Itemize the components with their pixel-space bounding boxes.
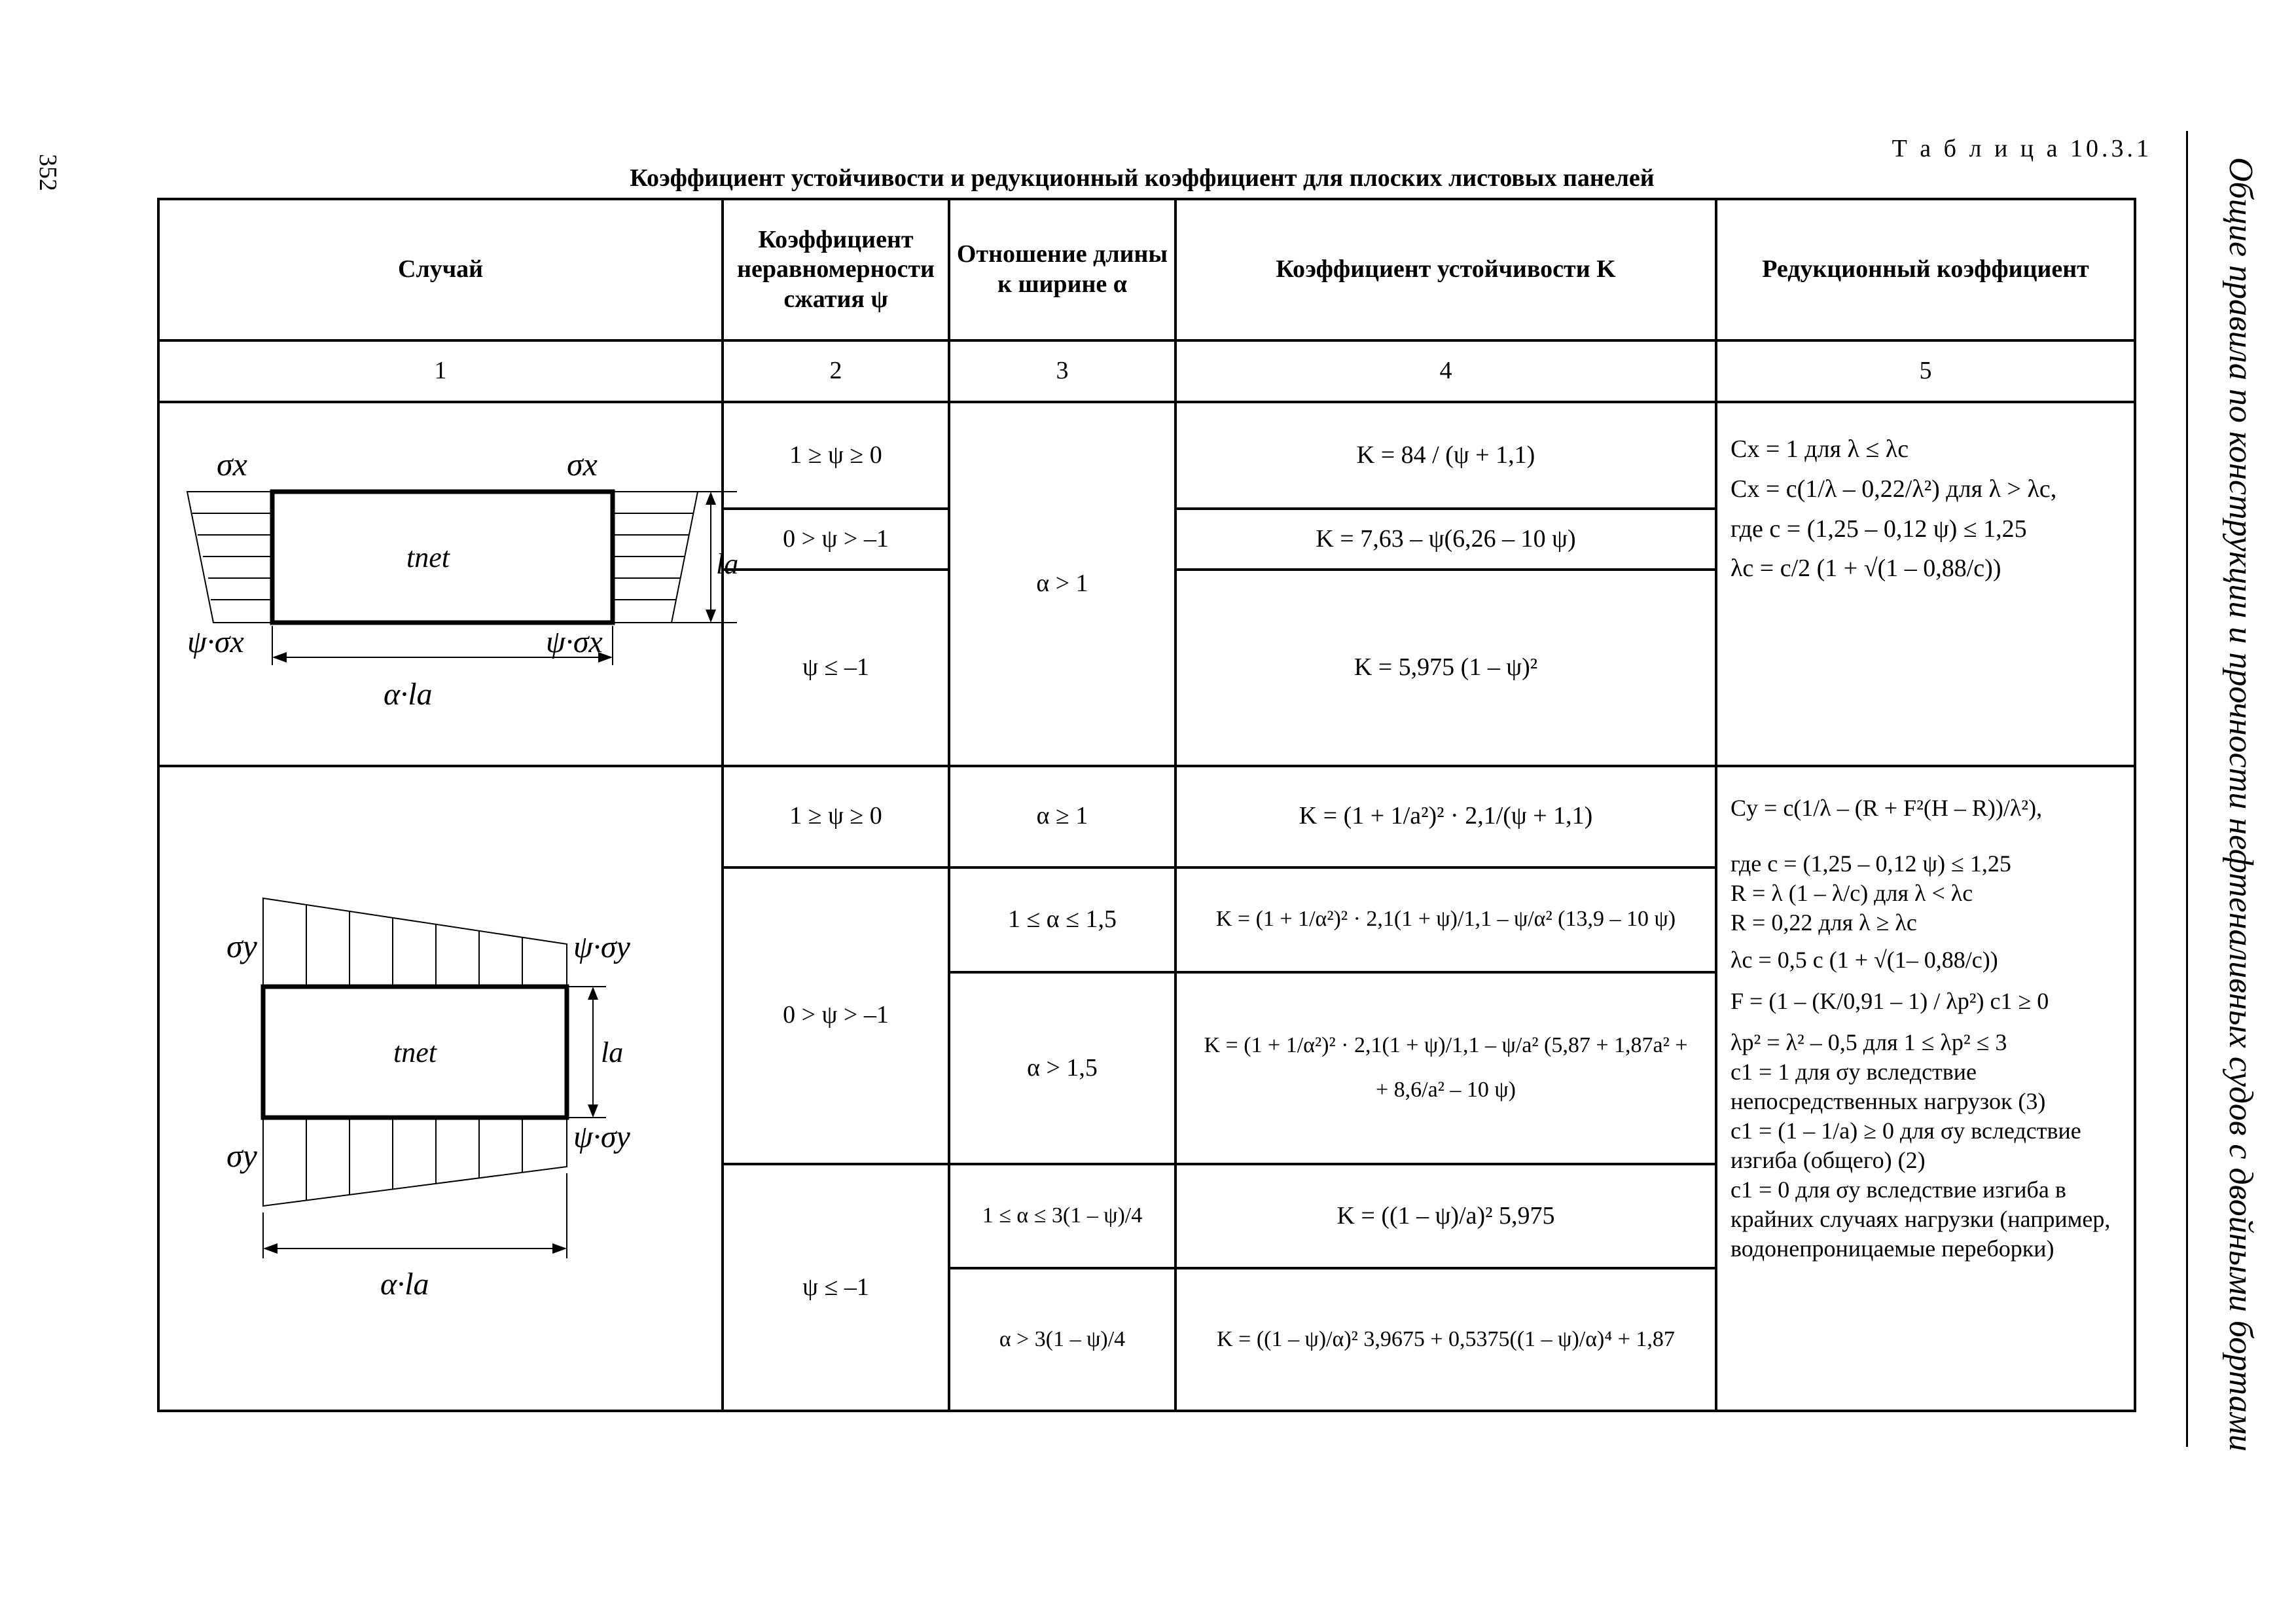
sigma-y-label: σy xyxy=(226,927,257,964)
la-label: la xyxy=(601,1036,624,1068)
case-1-diagram-cell xyxy=(158,402,739,766)
col-num: 4 xyxy=(1175,340,1716,402)
k-formula-cell: K = (1 + 1/a²)² · 2,1/(ψ + 1,1) xyxy=(1175,766,1716,867)
alpha-cell: α > 3(1 – ψ)/4 xyxy=(949,1268,1175,1411)
psi-cell: ψ ≤ –1 xyxy=(723,570,949,765)
header-k: Коэффициент устойчивости K xyxy=(1175,199,1716,340)
tnet-label: tnet xyxy=(393,1036,437,1068)
psi-sigma-y-label: ψ·σy xyxy=(573,929,630,964)
sigma-x-label: σx xyxy=(217,446,247,483)
header-row xyxy=(158,199,2135,340)
alpha-la-label: α·la xyxy=(384,677,433,712)
alpha-cell: α ≥ 1 xyxy=(949,766,1175,867)
k-formula-cell: K = 7,63 – ψ(6,26 – 10 ψ) xyxy=(1175,509,1716,570)
k-formula-cell: K = (1 + 1/α²)² · 2,1(1 + ψ)/1,1 – ψ/α² (13,9 – 10 ψ) xyxy=(1175,867,1716,972)
reduction-line: R = λ (1 – λ/c) для λ < λc xyxy=(1731,879,1973,906)
reduction-cell-2 xyxy=(1716,766,2135,1412)
case-2-diagram-cell xyxy=(158,766,723,1412)
reduction-line: где c = (1,25 – 0,12 ψ) ≤ 1,25 xyxy=(1731,850,2011,877)
header-alpha: Отношение длины к ширине α xyxy=(949,199,1175,340)
alpha-cell: 1 ≤ α ≤ 1,5 xyxy=(949,867,1175,972)
table-row xyxy=(158,766,2135,867)
alpha-la-label: α·la xyxy=(380,1266,429,1302)
reduction-line: λc = 0,5 c (1 + √(1– 0,88/c)) xyxy=(1731,946,1998,973)
k-formula-line: + 8,6/a² – 10 ψ) xyxy=(1375,1078,1516,1103)
running-head: Общие правила по конструкции и прочности нефтеналивных судов с двойными бортами xyxy=(2222,157,2259,1452)
reduction-line: R = 0,22 для λ ≥ λc xyxy=(1731,909,1917,936)
psi-cell: 1 ≥ ψ ≥ 0 xyxy=(723,766,949,867)
k-formula-cell: K = 5,975 (1 – ψ)² xyxy=(1175,570,1716,765)
psi-sigma-x-label: ψ·σx xyxy=(187,625,244,659)
alpha-cell: α > 1 xyxy=(949,402,1175,766)
reduction-line: Cx = 1 для λ ≤ λc xyxy=(1731,435,1909,463)
reduction-line: Cx = c(1/λ – 0,22/λ²) для λ > λc, xyxy=(1731,475,2057,503)
number-row xyxy=(158,340,2135,402)
k-formula-cell: K = ((1 – ψ)/α)² 3,9675 + 0,5375((1 – ψ)/α)⁴ + 1,87 xyxy=(1175,1268,1716,1411)
stability-table xyxy=(157,198,2136,1412)
psi-cell: 1 ≥ ψ ≥ 0 xyxy=(723,402,949,509)
sigma-y-label: σy xyxy=(226,1137,257,1174)
reduction-line: c1 = 1 для σy вследствие непосредственных нагрузок (3) xyxy=(1731,1058,2046,1114)
reduction-cell-1 xyxy=(1716,402,2135,766)
la-label: la xyxy=(716,548,739,580)
reduction-line: c1 = (1 – 1/a) ≥ 0 для σy вследствие изгиба (общего) (2) xyxy=(1731,1117,2081,1173)
psi-sigma-x-label: ψ·σx xyxy=(546,625,603,659)
table-label: Т а б л и ц а 10.3.1 xyxy=(1892,135,2152,162)
header-case: Случай xyxy=(158,199,723,340)
col-num: 5 xyxy=(1716,340,2135,402)
alpha-cell: 1 ≤ α ≤ 3(1 – ψ)/4 xyxy=(949,1164,1175,1268)
header-reduction: Редукционный коэффициент xyxy=(1716,199,2135,340)
k-formula-line: K = (1 + 1/α²)² · 2,1(1 + ψ)/1,1 – ψ/a² (5,87 + 1,87a² + xyxy=(1204,1033,1688,1058)
alpha-cell: α > 1,5 xyxy=(949,972,1175,1164)
col-num: 1 xyxy=(158,340,723,402)
psi-cell: 0 > ψ > –1 xyxy=(723,867,949,1164)
reduction-line: F = (1 – (K/0,91 – 1) / λp²) c1 ≥ 0 xyxy=(1731,987,2049,1014)
case-1-diagram xyxy=(161,403,739,757)
reduction-line: λp² = λ² – 0,5 для 1 ≤ λp² ≤ 3 xyxy=(1731,1029,2007,1055)
reduction-line: c1 = 0 для σy вследствие изгиба в крайних случаях нагрузки (например, водонепроницаемые переборки) xyxy=(1731,1176,2111,1262)
k-formula-cell: K = 84 / (ψ + 1,1) xyxy=(1175,402,1716,509)
psi-cell: ψ ≤ –1 xyxy=(723,1164,949,1411)
case-2-diagram xyxy=(161,767,720,1402)
reduction-line: λc = c/2 (1 + √(1 – 0,88/c)) xyxy=(1731,555,2001,583)
reduction-line: где c = (1,25 – 0,12 ψ) ≤ 1,25 xyxy=(1731,515,2027,543)
col-num: 2 xyxy=(723,340,949,402)
running-head-rule xyxy=(2186,131,2259,1452)
reduction-line: Cy = c(1/λ – (R + F²(H – R))/λ²), xyxy=(1731,794,2043,821)
tnet-label: tnet xyxy=(406,541,450,574)
sigma-x-label: σx xyxy=(567,446,598,483)
k-formula-cell: K = ((1 – ψ)/a)² 5,975 xyxy=(1175,1164,1716,1268)
psi-sigma-y-label: ψ·σy xyxy=(573,1119,630,1154)
col-num: 3 xyxy=(949,340,1175,402)
psi-cell: 0 > ψ > –1 xyxy=(723,509,949,570)
page-number: 352 xyxy=(34,154,62,191)
table-row xyxy=(158,402,2135,509)
header-psi: Коэффициент неравномерности сжатия ψ xyxy=(723,199,949,340)
table-title: Коэффициент устойчивости и редукционный коэффициент для плоских листовых панелей xyxy=(630,164,1655,192)
k-formula-cell xyxy=(1175,972,1716,1164)
